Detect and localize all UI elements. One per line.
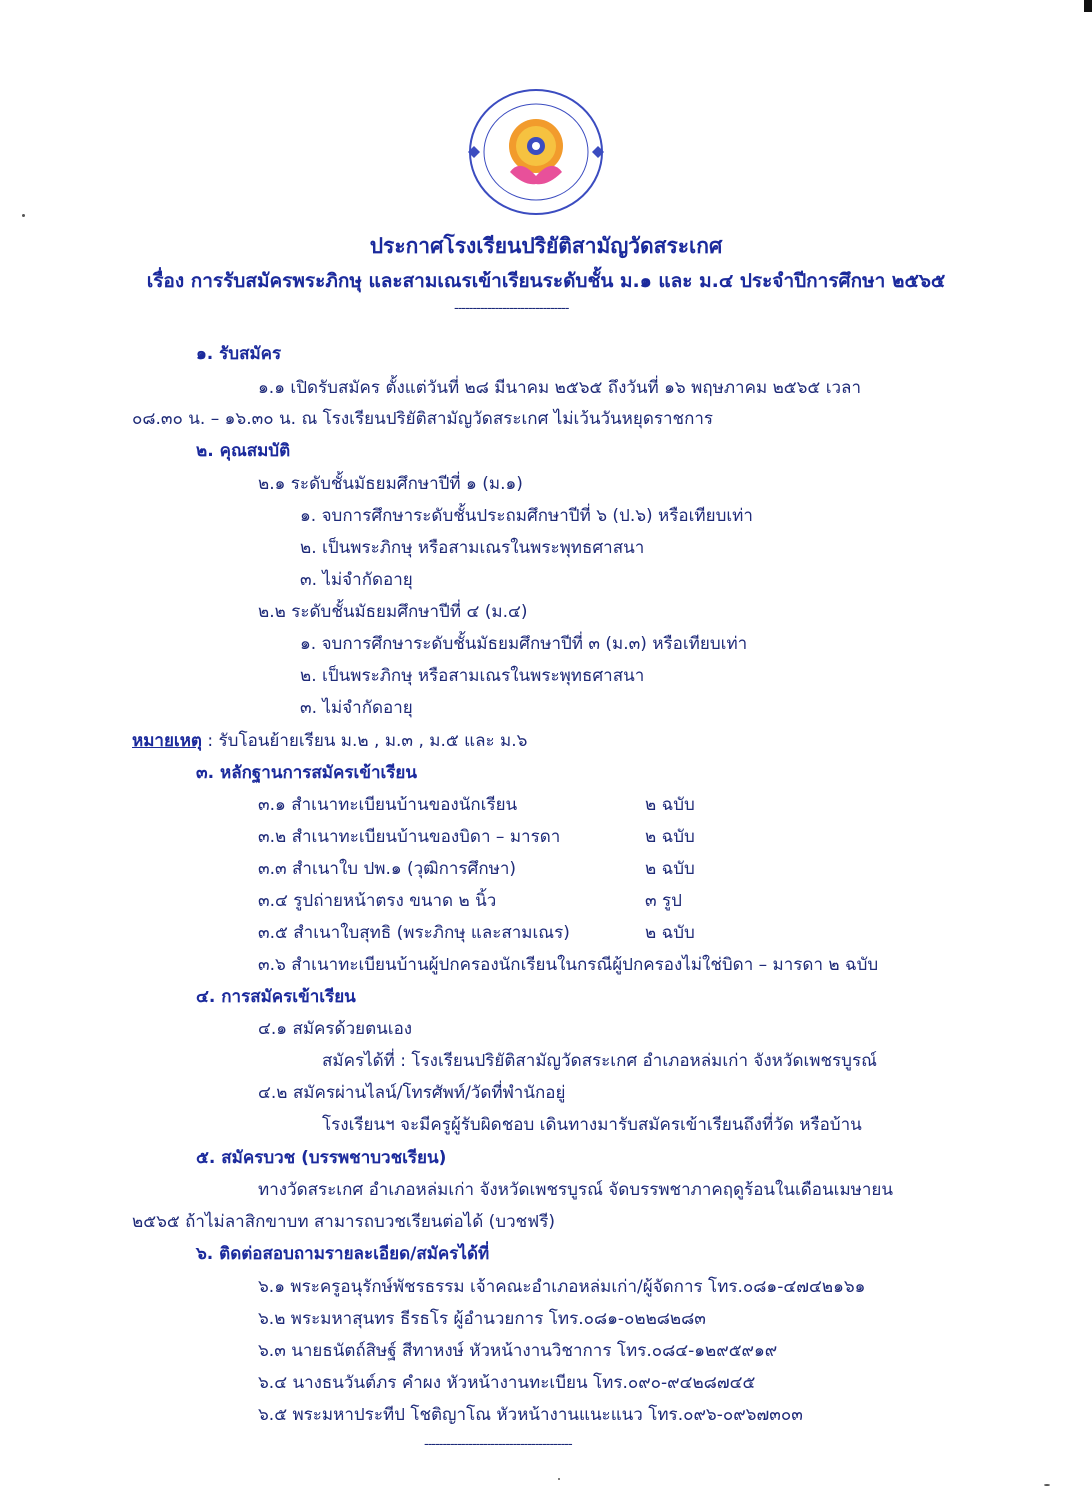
- title-divider: -------------------------------: [454, 301, 569, 316]
- document-item-6: ๓.๖ สำเนาทะเบียนบ้านผู้ปกครองนักเรียนในกรณีผู้ปกครองไม่ใช่บิดา – มารดา ๒ ฉบับ: [258, 955, 879, 975]
- scan-speck: [558, 1478, 560, 1480]
- note-text: : รับโอนย้ายเรียน ม.๒ , ม.๓ , ม.๕ และ ม.๖: [201, 731, 528, 751]
- section-6-heading: ๖. ติดต่อสอบถามรายละเอียด/สมัครได้ที่: [196, 1244, 490, 1264]
- contact-item: ๖.๒ พระมหาสุนทร ธีรธโร ผู้อำนวยการ โทร.๐๘๑-๐๒๒๘๒๘๓: [258, 1309, 706, 1329]
- contact-item: ๖.๕ พระมหาประทีป โชติญาโณ หัวหน้างานแนะแนว โทร.๐๙๖-๐๙๖๗๓๐๓: [258, 1405, 803, 1425]
- document-item-label: ๓.๕ สำเนาใบสุทธิ (พระภิกษุ และสามเณร): [258, 923, 570, 943]
- document-item-qty: ๒ ฉบับ: [645, 859, 695, 879]
- document-item-label: ๓.๒ สำเนาทะเบียนบ้านของบิดา – มารดา: [258, 827, 561, 847]
- section-2-2-label: ๒.๒ ระดับชั้นมัธยมศึกษาปีที่ ๔ (ม.๔): [258, 602, 528, 622]
- document-item-qty: ๓ รูป: [645, 891, 682, 911]
- list-item: ๒. เป็นพระภิกษุ หรือสามเณรในพระพุทธศาสนา: [300, 666, 645, 686]
- school-emblem-logo: [458, 86, 614, 218]
- list-item: ๑. จบการศึกษาระดับชั้นมัธยมศึกษาปีที่ ๓ (ม.๓) หรือเทียบเท่า: [300, 634, 748, 654]
- note-label: หมายเหตุ: [132, 731, 202, 751]
- section-4-2-label: ๔.๒ สมัครผ่านไลน์/โทรศัพท์/วัดที่พำนักอยู่: [258, 1083, 566, 1103]
- announcement-subject: เรื่อง การรับสมัครพระภิกษุ และสามเณรเข้าเรียนระดับชั้น ม.๑ และ ม.๔ ประจำปีการศึกษา ๒๕๖๕: [146, 270, 946, 292]
- footer-divider: ----------------------------------------: [424, 1437, 572, 1452]
- section-1-paragraph-line-1: ๑.๑ เปิดรับสมัคร ตั้งแต่วันที่ ๒๘ มีนาคม ๒๕๖๕ ถึงวันที่ ๑๖ พฤษภาคม ๒๕๖๕ เวลา: [258, 378, 862, 398]
- section-5-line-1: ทางวัดสระเกศ อำเภอหล่มเก่า จังหวัดเพชรบูรณ์ จัดบรรพชาภาคฤดูร้อนในเดือนเมษายน: [258, 1180, 893, 1200]
- list-item: ๑. จบการศึกษาระดับชั้นประถมศึกษาปีที่ ๖ (ป.๖) หรือเทียบเท่า: [300, 506, 753, 526]
- document-item-qty: ๒ ฉบับ: [645, 827, 695, 847]
- section-2-heading: ๒. คุณสมบัติ: [196, 441, 291, 461]
- section-4-2-text: โรงเรียนฯ จะมีครูผู้รับผิดชอบ เดินทางมารับสมัครเข้าเรียนถึงที่วัด หรือบ้าน: [322, 1115, 862, 1135]
- contact-item: ๖.๔ นางธนวันต์ภร คำผง หัวหน้างานทะเบียน โทร.๐๙๐-๙๔๒๘๗๔๕: [258, 1373, 756, 1393]
- document-item-label: ๓.๔ รูปถ่ายหน้าตรง ขนาด ๒ นิ้ว: [258, 891, 497, 911]
- scan-corner-mark: [1084, 0, 1092, 12]
- list-item: ๒. เป็นพระภิกษุ หรือสามเณรในพระพุทธศาสนา: [300, 538, 645, 558]
- list-item: ๓. ไม่จำกัดอายุ: [300, 570, 413, 590]
- section-5-line-2: ๒๕๖๕ ถ้าไม่ลาสิกขาบท สามารถบวชเรียนต่อได้ (บวชฟรี): [132, 1212, 555, 1232]
- section-5-heading: ๕. สมัครบวช (บรรพชาบวชเรียน): [196, 1148, 447, 1168]
- note-line: [132, 733, 527, 750]
- section-1-paragraph-line-2: ๐๘.๓๐ น. – ๑๖.๓๐ น. ณ โรงเรียนปริยัติสามัญวัดสระเกศ ไม่เว้นวันหยุดราชการ: [132, 409, 714, 429]
- document-item-label: ๓.๓ สำเนาใบ ปพ.๑ (วุฒิการศึกษา): [258, 859, 517, 879]
- section-2-1-label: ๒.๑ ระดับชั้นมัธยมศึกษาปีที่ ๑ (ม.๑): [258, 474, 523, 494]
- section-3-heading: ๓. หลักฐานการสมัครเข้าเรียน: [196, 763, 418, 783]
- section-4-1-label: ๔.๑ สมัครด้วยตนเอง: [258, 1019, 413, 1039]
- document-item-qty: ๒ ฉบับ: [645, 795, 695, 815]
- section-1-heading: ๑. รับสมัคร: [196, 344, 282, 364]
- contact-item: ๖.๓ นายธนัตถ์สิษฐ์ สีทาหงษ์ หัวหน้างานวิชาการ โทร.๐๘๔-๑๒๙๕๙๑๙: [258, 1341, 778, 1361]
- contact-item: ๖.๑ พระครูอนุรักษ์พัชรธรรม เจ้าคณะอำเภอหล่มเก่า/ผู้จัดการ โทร.๐๘๑-๔๗๔๒๑๖๑: [258, 1277, 866, 1297]
- list-item: ๓. ไม่จำกัดอายุ: [300, 698, 413, 718]
- section-4-1-text: สมัครได้ที่ : โรงเรียนปริยัติสามัญวัดสระเกศ อำเภอหล่มเก่า จังหวัดเพชรบูรณ์: [322, 1051, 877, 1071]
- announcement-title: ประกาศโรงเรียนปริยัติสามัญวัดสระเกศ: [369, 234, 723, 258]
- document-item-qty: ๒ ฉบับ: [645, 923, 695, 943]
- document-item-label: ๓.๑ สำเนาทะเบียนบ้านของนักเรียน: [258, 795, 518, 815]
- scan-speck: [1044, 1484, 1050, 1486]
- scan-speck: [22, 214, 25, 217]
- section-4-heading: ๔. การสมัครเข้าเรียน: [196, 987, 356, 1007]
